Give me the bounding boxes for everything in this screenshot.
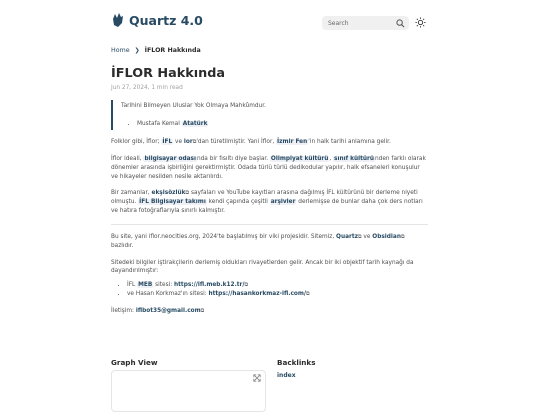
text: derlemişse de bunlar daha çok ders notları ve hatıra fotoğraflarıyla sınırlı kalmıştır. (111, 198, 423, 214)
email-link[interactable]: iflbot35@gmail.com (135, 307, 201, 314)
text: sayfaları ve YouTube kayıtları arasına dağılmış İFL kültürünü bir derleme niyeti olmuştu. (111, 190, 418, 205)
external-link-icon: ⧉ (358, 234, 362, 241)
ifl-meb-url-link[interactable]: https://ifl.meb.k12.tr/ (174, 282, 245, 289)
quote-author-name: Mustafa Kemal (137, 120, 180, 127)
breadcrumb (111, 47, 201, 54)
list-item (127, 290, 428, 299)
site-header (111, 13, 431, 33)
lor-link[interactable]: lor (183, 139, 193, 146)
atatürk-link[interactable]: Atatürk (182, 120, 208, 127)
text: nda bir fısıltı diye başlar. (196, 156, 269, 163)
ifl-bilgisayar-takimi-link[interactable]: İFL Bilgisayar takımı (139, 198, 206, 205)
breadcrumb-separator: ❯ (134, 47, 140, 54)
arsivler-link[interactable]: arşivler (270, 198, 296, 205)
quartz-link[interactable]: Quartz (336, 234, 358, 241)
paragraph-2 (111, 155, 428, 181)
external-link-icon: ⧉ (200, 307, 205, 314)
paragraph-3 (111, 189, 428, 215)
text: bazlıdır. (111, 243, 134, 250)
divider (111, 224, 428, 225)
text: ve (363, 234, 371, 241)
external-link-icon: ⧉ (306, 290, 310, 297)
quartz-crystal-icon (111, 13, 124, 28)
quote-author-list (121, 120, 428, 129)
izmir-fen-link[interactable]: İzmir Fen (277, 139, 308, 146)
quote-block (111, 100, 428, 130)
text: İFL (127, 282, 136, 289)
breadcrumb-home[interactable]: Home (111, 47, 130, 54)
external-link-icon: ⧉ (244, 282, 249, 289)
external-link-icon: ⧉ (192, 139, 197, 146)
graph-view-title: Graph View (111, 358, 158, 367)
site-logo[interactable] (111, 13, 203, 28)
olimpiyat-kulturu-link[interactable]: Olimpiyat kültürü (270, 156, 329, 163)
external-link-icon: ⧉ (185, 190, 190, 197)
backlinks-title: Backlinks (277, 358, 316, 367)
text: 'in halk tarihi anlamına gelir. (308, 139, 391, 146)
text: Bu site, yani iflor.neocities.org, 2024'te başlatılmış bir viki projesidir. Sitemiz, (111, 234, 335, 241)
site-title: Quartz 4.0 (129, 13, 203, 28)
sun-icon[interactable] (415, 17, 426, 28)
eksisozluk-link[interactable]: ekşisözlük (151, 190, 186, 197)
paragraph-1 (111, 138, 428, 147)
quote-text: Tarihini Bilmeyen Uluslar Yok Olmaya Mahkûmdur. (121, 103, 266, 109)
hasankorkmaz-url-link[interactable]: https://hasankorkmaz-ifl.com/ (208, 290, 307, 297)
text: kendi çapında çeşitli (208, 198, 268, 205)
contact-label: İletişim: (111, 307, 135, 314)
paragraph-4 (111, 233, 428, 250)
text: İflor ideali, (111, 156, 142, 163)
backlink-index[interactable]: index (277, 372, 296, 379)
external-link-icon: ⧉ (400, 234, 405, 241)
breadcrumb-current: İFLOR Hakkında (144, 47, 201, 54)
ifl-link[interactable]: İFL (162, 139, 173, 146)
paragraph-5: Sitedeki bilgiler iştirakçilerin derlemiş oldukları rivayetlerden gelir. Ancak bir iki objektif tarih kaynağı da dayandırılmıştır: (111, 259, 414, 275)
page-title: İFLOR Hakkında (111, 66, 226, 81)
text: , (329, 156, 332, 163)
quote-author (137, 120, 428, 129)
expand-icon[interactable] (253, 374, 261, 382)
text: 'dan türetilmiştir. Yani İflor, (196, 139, 275, 146)
article-meta: Jun 27, 2024, 1 min read (111, 85, 183, 91)
text: ve Hasan Korkmaz'ın sitesi: (127, 290, 207, 297)
text: Bir zamanlar, (111, 190, 150, 197)
bilgisayar-odasi-link[interactable]: bilgisayar odası (144, 156, 196, 163)
text: sitesi: (155, 282, 173, 289)
text: Folklor gibi, İflor; (111, 139, 160, 146)
text: ve (175, 139, 183, 146)
article-content (111, 97, 428, 315)
meb-link[interactable]: MEB (138, 282, 153, 289)
obsidian-link[interactable]: Obsidian (372, 234, 401, 241)
sinif-kulturu-link[interactable]: sınıf kültürü (334, 156, 374, 163)
source-links (111, 281, 428, 298)
contact-line (111, 307, 428, 316)
graph-view[interactable] (111, 370, 266, 412)
list-item (127, 281, 428, 290)
search-button[interactable] (322, 16, 409, 30)
search-icon (396, 19, 405, 28)
text: nden farklı olarak dönemler arasında işbirliğini gerektirmiştir. Odada türlü türlü dedikodular yapılır, halk efsaneleri konuşulur ve hikayeler nesilden nesile aktarılırdı. (111, 156, 426, 180)
search-placeholder: Search (328, 19, 349, 27)
